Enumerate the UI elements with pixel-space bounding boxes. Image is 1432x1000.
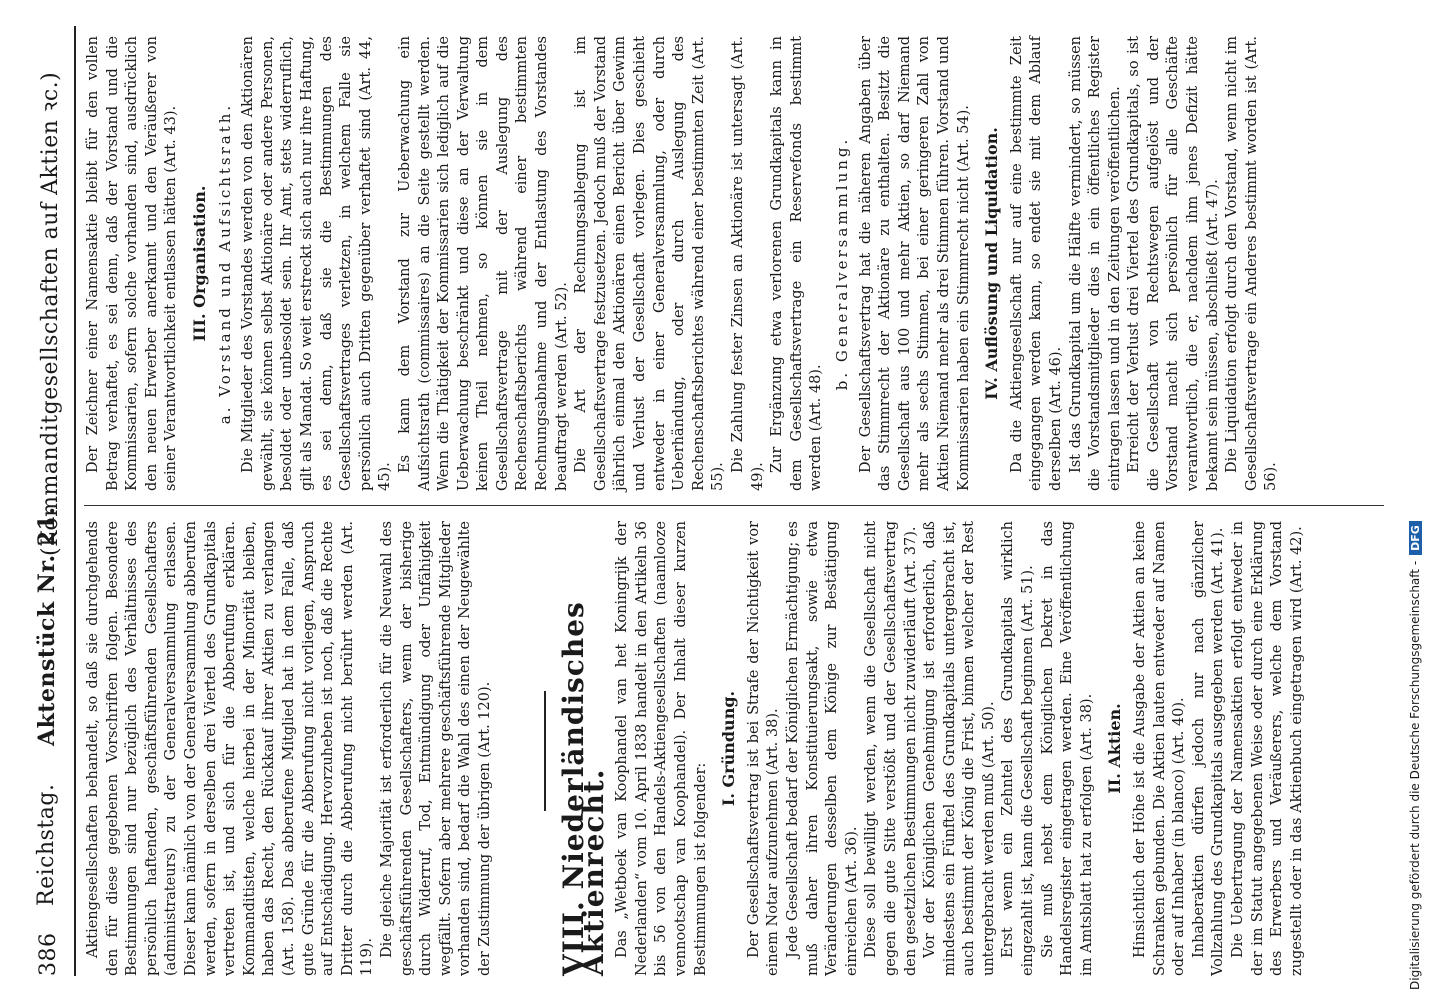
paragraph: Ist das Grundkapital um die Hälfte vermindert, so müssen die Vorstandsmitglieder dies in ein öffentliches Register eintragen lassen und in den Zeitungen veröffentlichen.	[1067, 36, 1123, 491]
column-left-top	[84, 521, 495, 976]
heading-generalversammlung: b. Generalversammlung.	[832, 136, 851, 391]
digitization-text: Digitalisierung gefördert durch die Deutsche Forschungsgemeinschaft -	[1408, 560, 1422, 990]
page-header	[30, 26, 72, 976]
paragraph: Es kann dem Vorstand zur Ueberwachung ein Aufsichtsrath (commissaires) an die Seite gestellt werden. Wenn die Thätigkeit der Kommissarien sich lediglich auf die Ueberwachung beschränkt und diese an der Verwaltung keinen Theil nehmen, so können sie in dem Gesellschaftsvertrage mit der Auslegung des Rechenschaftsberichts während einer bestimmten Rechnungsabnahme und der Entlastung des Vorstandes beauftragt werden (Art. 52).	[396, 36, 570, 491]
paragraph: Die Liquidation erfolgt durch den Vorstand, wenn nicht im Gesellschaftsvertrage ein Anderes bestimmt worden ist (Art. 56).	[1224, 36, 1280, 491]
paragraph: Hinsichtlich der Höhe ist die Ausgabe der Aktien an keine Schranken gebunden. Die Aktien lauten entweder auf Namen oder auf Inhaber (in blanco) (Art. 40).	[1132, 521, 1188, 976]
header-right: (Kommanditgesellschaften auf Aktien ꝛc.)	[38, 71, 63, 556]
paragraph: Die Zahlung fester Zinsen an Aktionäre ist untersagt (Art. 49).	[730, 36, 766, 491]
header-center: Aktenstück Nr. 21.	[34, 506, 60, 746]
paragraph: Jede Gesellschaft bedarf der Königlichen Ermächtigung; es muß daher ihren Konstituierungsakt, sowie etwa Veränderungen desselben dem Könige zur Bestätigung einreichen (Art. 36).	[784, 521, 860, 976]
paragraph: Diese soll bewilligt werden, wenn die Gesellschaft nicht gegen die gute Sitte verstößt und der Gesellschaftsvertrag den gesetzlichen Bestimmungen nicht zuwiderläuft (Art. 37).	[863, 521, 919, 976]
page-number: 386	[36, 932, 61, 976]
column-right	[84, 36, 1282, 491]
paragraph: Inhaberaktien dürfen jedoch nur nach gänzlicher Vollzahlung des Grundkapitals ausgegeben werden (Art. 41).	[1190, 521, 1227, 976]
section-title: VIII. Niederländisches Aktienrecht.	[557, 601, 610, 976]
heading-gruendung: I. Gründung.	[719, 690, 739, 807]
paragraph: Der Gesellschaftsvertrag ist bei Strafe der Nichtigkeit vor einem Notar aufzunehmen (Art. 38).	[745, 521, 782, 976]
paragraph: Die Art der Rechnungsablegung ist im Gesellschaftsvertrage festzusetzen. Jedoch muß der Vorstand jährlich einmal den Aktionären einen Bericht über Gewinn und Verlust der Gesellschaft vorlegen. Dies geschieht entweder in einer Generalversammlung, oder durch Ueberhändung, oder durch Auslegung des Rechenschaftsberichtes während einer bestimmten Zeit (Art. 55).	[573, 36, 727, 491]
paragraph: Aktiengesellschaften behandelt, so daß sie durchgehends den für diese gegebenen Vorschriften folgen. Besondere Bestimmungen sind nur bezüglich des Verhältnisses des persönlich haftenden, geschäftsführenden Gesellschafters (administrateurs) zu der Generalversammlung erlassen. Dieser kann nämlich von der Generalversammlung abberufen werden, sofern in derselben drei Viertel des Grundkapitals vertreten ist, und sich für die Abberufung erklären. Kommanditisten, welche hierbei in der Minorität bleiben, haben das Recht, den Rückkauf ihrer Aktien zu verlangen (Art. 158). Das abberufene Mitglied hat in dem Falle, daß gute Gründe für die Abberufung nicht vorliegen, Anspruch auf Entschädigung. Hervorzuheben ist noch, daß die Rechte Dritter durch die Abberufung nicht berührt werden (Art. 119).	[85, 521, 376, 976]
dfg-logo: DFG	[1409, 521, 1422, 555]
header-left: Reichstag.	[34, 783, 59, 906]
intro-paragraph: Das „Wetboek van Koophandel van het Koningrijk der Nederlanden“ vom 10. April 1838 handelt in den Artikeln 36 bis 56 von den Handels-Aktiengesellschaften (naamlooze vennootschap van Koophandel). Der Inhalt dieser kurzen Bestimmungen ist folgender:	[614, 521, 709, 976]
column-divider	[84, 505, 1384, 506]
paragraph: Erst wenn ein Zehntel des Grundkapitals wirklich eingezahlt ist, kann die Gesellschaft beginnen (Art. 51).	[1000, 521, 1037, 976]
paragraph: Der Zeichner einer Namensaktie bleibt für den vollen Betrag verhaftet, es sei denn, daß der Vorstand und die Kommissarien, sofern solche vorhanden sind, ausdrücklich den neuen Erwerber anerkannt und den Veräußerer von seiner Verantwortlichkeit entlassen hätten (Art. 43).	[85, 36, 180, 491]
paragraph: Erreicht der Verlust drei Viertel des Grundkapitals, so ist die Gesellschaft von Rechtswegen aufgelöst und der Vorstand macht sich persönlich für alle Geschäfte verantwortlich, die er, nachdem ihm jenes Defizit hätte bekannt sein müssen, abschließt (Art. 47).	[1126, 36, 1221, 491]
paragraph: Die gleiche Majorität ist erforderlich für die Neuwahl des geschäftsführenden Gesellschafters, wenn der bisherige durch Widerruf, Tod, Entmündigung oder Unfähigkeit wegfällt. Sofern aber mehrere geschäftsführende Mitglieder vorhanden sind, bedarf die Wahl des einen der Neugewählte der Zustimmung der übrigen (Art. 120).	[378, 521, 493, 976]
paragraph: Die Mitglieder des Vorstandes werden von den Aktionären gewählt, sie können selbst Aktionäre oder andere Personen, besoldet oder unbesoldet sein. Ihr Amt, stets widerruflich, gilt als Mandat. So weit erstreckt sich auch nur ihre Haftung, es sei denn, daß sie die Bestimmungen des Gesellschaftsvertrages verletzen, in welchem Falle sie persönlich auch Dritten gegenüber verhaftet sind (Art. 44, 45).	[240, 36, 394, 491]
paragraph: Zur Ergänzung etwa verlorenen Grundkapitals kann in dem Gesellschaftsvertrage ein Reservefonds bestimmt werden (Art. 48).	[769, 36, 825, 491]
paragraph: Da die Aktiengesellschaft nur auf eine bestimmte Zeit eingegangen werden kann, so endet sie mit dem Ablauf derselben (Art. 46).	[1008, 36, 1064, 491]
paragraph: Vor der Königlichen Genehmigung ist erforderlich, daß mindestens ein Fünftel des Grundkapitals untergebracht ist, auch bestimmt der König die Frist, binnen welcher der Rest untergebracht werden muß (Art. 50).	[922, 521, 997, 976]
header-rule	[74, 26, 76, 976]
paragraph: Sie muß nebst dem Königlichen Dekret in das Handelsregister eingetragen werden. Eine Veröffentlichung im Amtsblatt hat zu erfolgen (Art. 38).	[1039, 521, 1095, 976]
digitization-note	[1408, 0, 1422, 990]
paragraph: Die Uebertragung der Namensaktien erfolgt entweder in der im Statut angegebenen Weise oder durch eine Erklärung des Erwerbers und Veräußerers, welche dem Vorstand zugestellt oder in das Aktienbuch eingetragen wird (Art. 42).	[1230, 521, 1305, 976]
heading-aktien: II. Aktien.	[1105, 703, 1125, 794]
heading-vorstand: a. Vorstand und Aufsichtsrath.	[215, 102, 234, 425]
paragraph: Der Gesellschaftsvertrag hat die näheren Angaben über das Stimmrecht der Aktionäre zu enthalten. Besitzt die Gesellschaft aus 100 und mehr Aktien, so darf Niemand mehr als sechs Stimmen, bei einer geringeren Zahl von Aktien Niemand mehr als drei Stimmen führen. Vorstand und Kommissarien haben ein Stimmrecht nicht (Art. 54).	[857, 36, 972, 491]
section-divider	[544, 691, 546, 811]
rotated-page-content	[30, 26, 1410, 976]
heading-liquidation: IV. Auflösung und Liquidation.	[982, 127, 1002, 400]
heading-organisation: III. Organisation.	[189, 185, 209, 342]
column-left-bottom	[557, 521, 1307, 976]
